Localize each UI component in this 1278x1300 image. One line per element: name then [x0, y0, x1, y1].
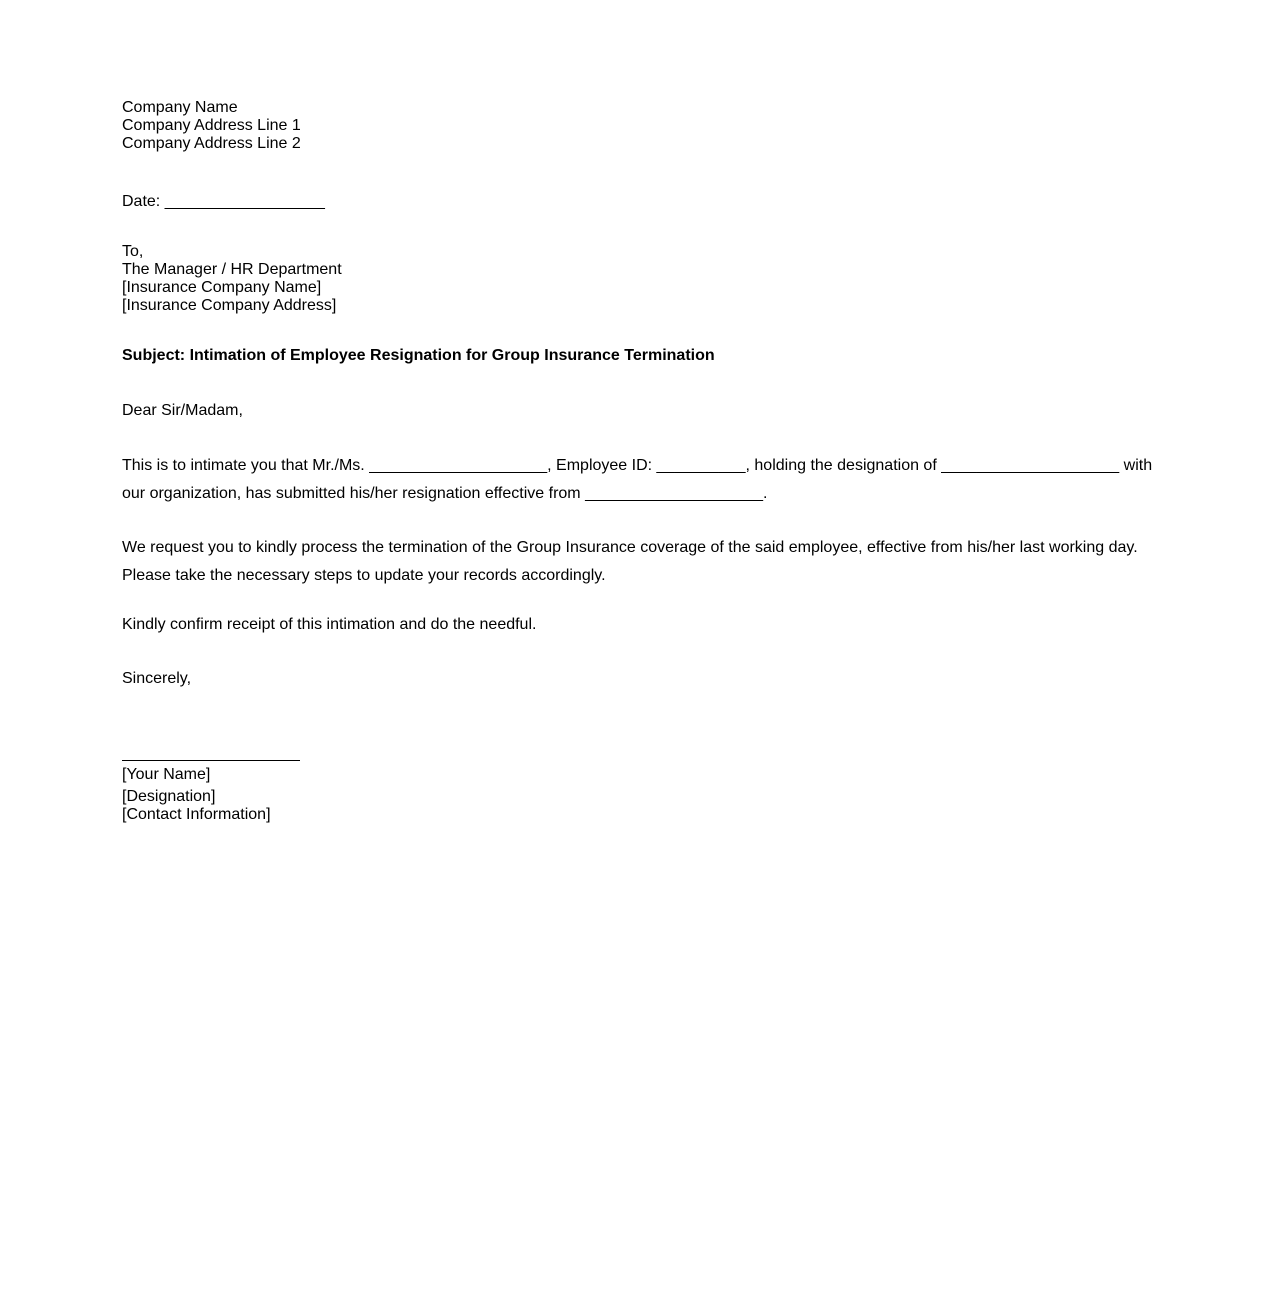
body-paragraph-2: We request you to kindly process the termination of the Group Insurance coverage of the said employee, effective from his/her last working day. Please take the necessary steps to update your records accordingly.	[122, 539, 1138, 584]
subject-line: Subject: Intimation of Employee Resignation for Group Insurance Termination	[122, 347, 715, 364]
company-address-line-2: Company Address Line 2	[122, 135, 301, 152]
recipient-line-2: [Insurance Company Name]	[122, 279, 322, 296]
recipient-line-1: The Manager / HR Department	[122, 261, 342, 278]
date-label: Date:	[122, 193, 165, 210]
designation-blank: ____________________	[941, 457, 1120, 474]
signature-name: [Your Name]	[122, 766, 211, 783]
signature-block	[122, 760, 1162, 824]
company-name: Company Name	[122, 99, 238, 116]
paragraph-1-text-2: , Employee ID:	[547, 457, 657, 474]
paragraph-1-text-1: This is to intimate you that Mr./Ms.	[122, 457, 370, 474]
recipient-address	[122, 243, 1162, 315]
signature-designation: [Designation]	[122, 788, 216, 805]
body-paragraph-1	[122, 452, 1162, 507]
signature-details	[122, 788, 1162, 824]
date-blank: __________________	[164, 193, 325, 210]
signature-contact: [Contact Information]	[122, 806, 271, 823]
signature-line	[122, 760, 300, 761]
date-line	[122, 193, 1162, 211]
paragraph-1-text-5: .	[763, 484, 768, 502]
letter-page	[122, 99, 1162, 824]
paragraph-1-text-3: , holding the designation of	[745, 457, 942, 474]
company-address-line-1: Company Address Line 1	[122, 117, 301, 134]
employee-name-blank: ____________________	[369, 457, 548, 474]
effective-date-blank: ____________________	[585, 484, 764, 502]
employee-id-blank: __________	[656, 457, 746, 474]
body-paragraph-3: Kindly confirm receipt of this intimation and do the needful.	[122, 616, 537, 633]
closing: Sincerely,	[122, 670, 192, 687]
recipient-to: To,	[122, 243, 144, 260]
sender-address	[122, 99, 1162, 153]
paragraph-1-text-4: with our organization, has submitted his/her resignation effective from	[122, 457, 1153, 502]
recipient-line-3: [Insurance Company Address]	[122, 297, 337, 314]
salutation: Dear Sir/Madam,	[122, 402, 243, 419]
